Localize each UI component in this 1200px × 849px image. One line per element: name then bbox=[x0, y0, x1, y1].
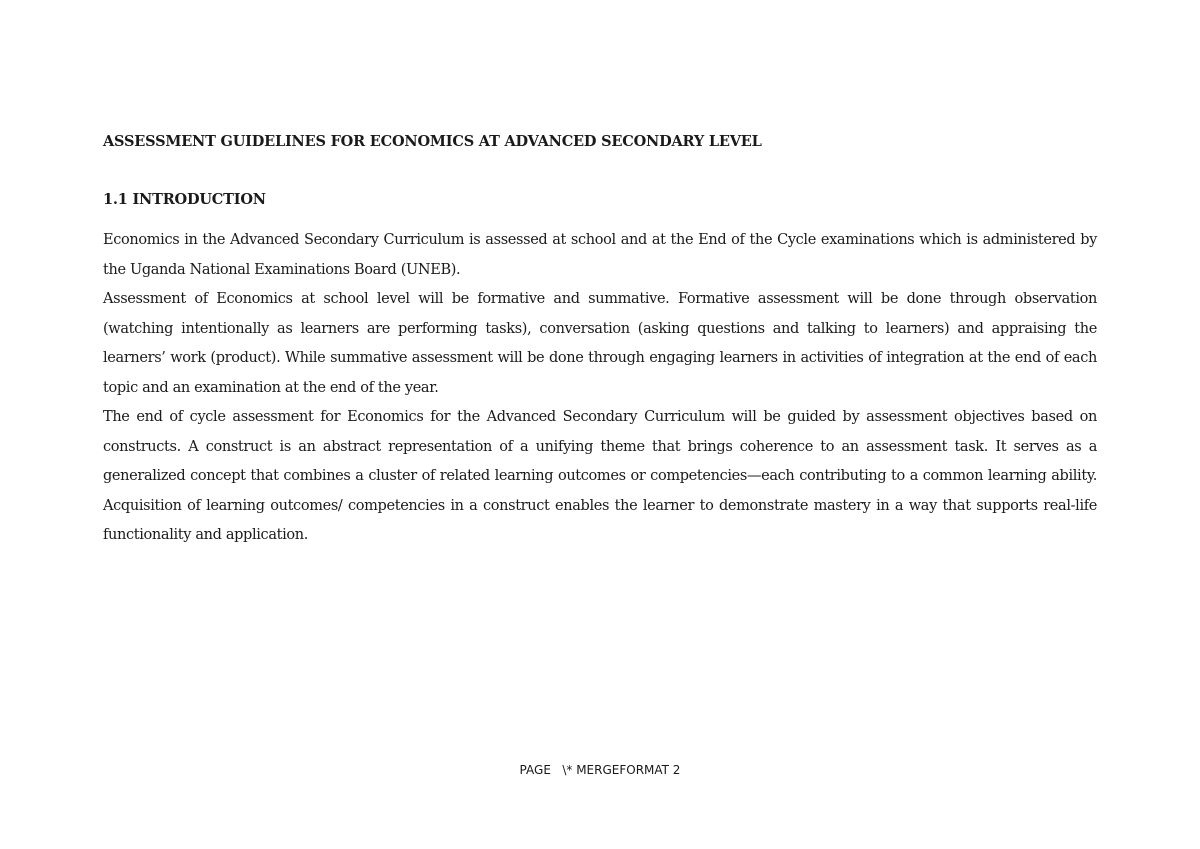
document-title: ASSESSMENT GUIDELINES FOR ECONOMICS AT ADVANCED SECONDARY LEVEL bbox=[103, 133, 762, 150]
paragraph-2: Assessment of Economics at school level will be formative and summative. Formative assessment will be done through observation (watching intentionally as learners are performing tasks), conversation (asking questions and talking to learners) and appraising the learners’ work (product). While summative assessment will be done through engaging learners in activities of integration at the end of each topic and an examination at the end of the year. bbox=[103, 291, 1097, 396]
section-heading-introduction: 1.1 INTRODUCTION bbox=[103, 191, 266, 208]
paragraph-3: The end of cycle assessment for Economics for the Advanced Secondary Curriculum will be guided by assessment objectives based on constructs. A construct is an abstract representation of a unifying theme that brings coherence to an assessment task. It serves as a generalized concept that combines a cluster of related learning outcomes or competencies—each contributing to a common learning ability. Acquisition of learning outcomes/ competencies in a construct enables the learner to demonstrate mastery in a way that supports real-life functionality and application. bbox=[103, 409, 1097, 543]
paragraph-1: Economics in the Advanced Secondary Curriculum is assessed at school and at the End of the Cycle examinations which is administered by the Uganda National Examinations Board (UNEB). bbox=[103, 232, 1097, 278]
page-footer: PAGE \* MERGEFORMAT 2 bbox=[519, 763, 681, 777]
page-content bbox=[103, 128, 1097, 551]
